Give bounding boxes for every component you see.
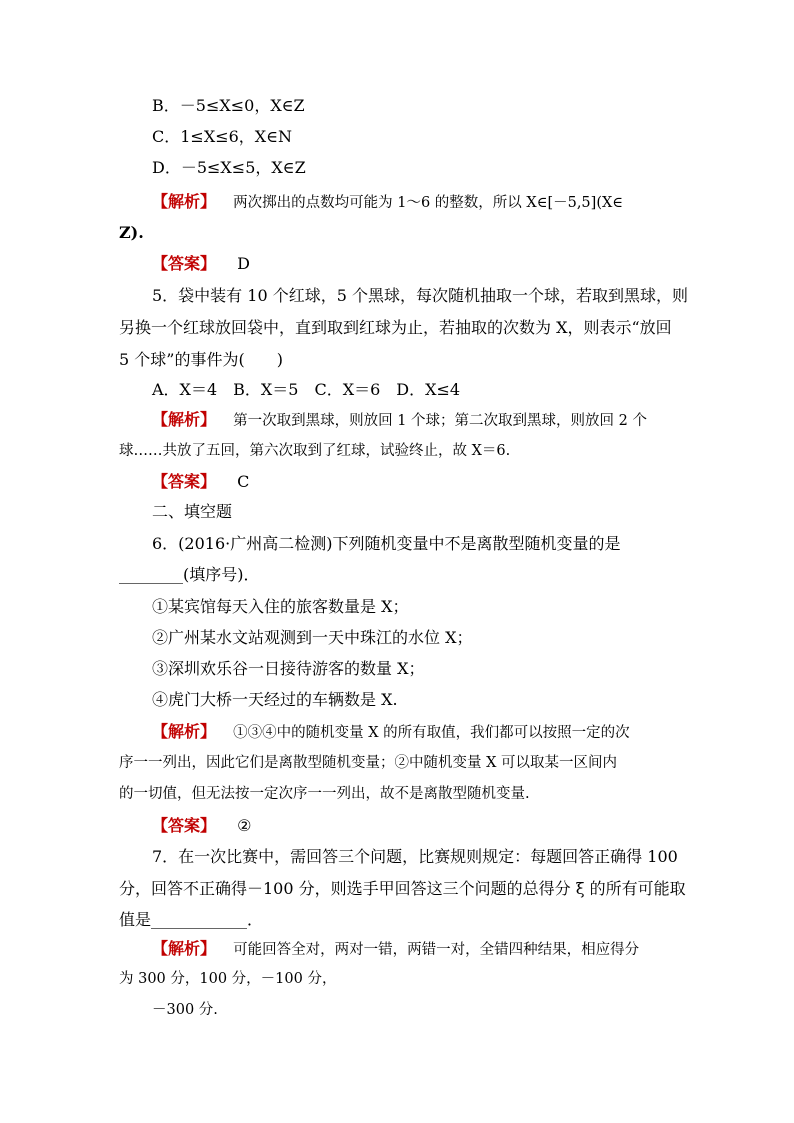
answer-tag: 【答案】 [152, 472, 217, 491]
q7-stem-line2: 分，回答不正确得－100 分，则选手甲回答这三个问题的总得分 ξ 的所有可能取 [119, 879, 686, 898]
q6-item-3: ③深圳欢乐谷一日接待游客的数量 X； [152, 659, 425, 678]
q7-analysis-line3: －300 分. [152, 1002, 218, 1018]
q6-analysis-line1: ①③④中的随机变量 X 的所有取值，我们都可以按照一定的次 [233, 725, 630, 741]
q5-stem-line1: 5．袋中装有 10 个红球，5 个黑球，每次随机抽取一个球，若取到黑球，则 [152, 286, 688, 305]
q6-analysis-line2: 序一一列出，因此它们是离散型随机变量；②中随机变量 X 可以取某一区间内 [119, 755, 618, 771]
q7-analysis-line1: 可能回答全对，两对一错，两错一对，全错四种结果，相应得分 [233, 942, 640, 958]
q6-item-2: ②广州某水文站观测到一天中珠江的水位 X； [152, 628, 473, 647]
q6-stem-line2: ________(填序号)． [119, 565, 260, 584]
q5-analysis [152, 409, 647, 432]
q6-item-4: ④虎门大桥一天经过的车辆数是 X. [152, 690, 398, 709]
q6-stem-line1: 6．(2016·广州高二检测)下列随机变量中不是离散型随机变量的是 [152, 534, 621, 553]
analysis-tag: 【解析】 [152, 192, 217, 211]
answer-tag: 【答案】 [152, 816, 217, 835]
q7-analysis [152, 938, 639, 961]
q4-option-d: D．－5≤X≤5，X∈Z [152, 158, 306, 177]
q4-analysis-line2: Z). [119, 223, 144, 242]
analysis-tag: 【解析】 [152, 722, 217, 741]
analysis-tag: 【解析】 [152, 939, 217, 958]
q6-answer [152, 815, 251, 837]
answer-tag: 【答案】 [152, 254, 217, 273]
q4-answer-value: D [237, 254, 250, 273]
q7-stem-line1: 7．在一次比赛中，需回答三个问题，比赛规则规定：每题回答正确得 100 [152, 847, 678, 866]
q5-analysis-line2: 球……共放了五回，第六次取到了红球，试验终止，故 X＝6. [119, 443, 511, 459]
q6-analysis-line3: 的一切值，但无法按一定次序一一列出，故不是离散型随机变量. [119, 786, 530, 802]
q4-analysis [152, 191, 623, 214]
analysis-tag: 【解析】 [152, 410, 217, 429]
q5-options: A．X＝4 B．X＝5 C．X＝6 D．X≤4 [152, 380, 461, 399]
q5-answer [152, 471, 249, 493]
q7-analysis-line2: 为 300 分，100 分，－100 分， [119, 971, 337, 987]
section-heading: 二、填空题 [152, 502, 233, 521]
q6-item-1: ①某宾馆每天入住的旅客数量是 X； [152, 597, 409, 616]
q7-stem-line3: 值是____________． [119, 910, 264, 929]
q5-analysis-line1: 第一次取到黑球，则放回 1 个球；第二次取到黑球，则放回 2 个 [233, 413, 647, 429]
q5-answer-value: C [237, 472, 250, 491]
q6-analysis [152, 721, 630, 744]
q5-stem-line2: 另换一个红球放回袋中，直到取到红球为止，若抽取的次数为 X，则表示“放回 [119, 318, 672, 337]
q6-answer-value: ② [237, 816, 252, 835]
q5-stem-line3: 5 个球”的事件为( ) [119, 350, 283, 369]
q4-option-c: C．1≤X≤6，X∈N [152, 127, 293, 146]
q4-option-b: B．－5≤X≤0，X∈Z [152, 96, 305, 115]
q4-analysis-line1: 两次掷出的点数均可能为 1～6 的整数，所以 X∈[－5,5](X∈ [233, 195, 624, 211]
q4-answer [152, 253, 250, 275]
